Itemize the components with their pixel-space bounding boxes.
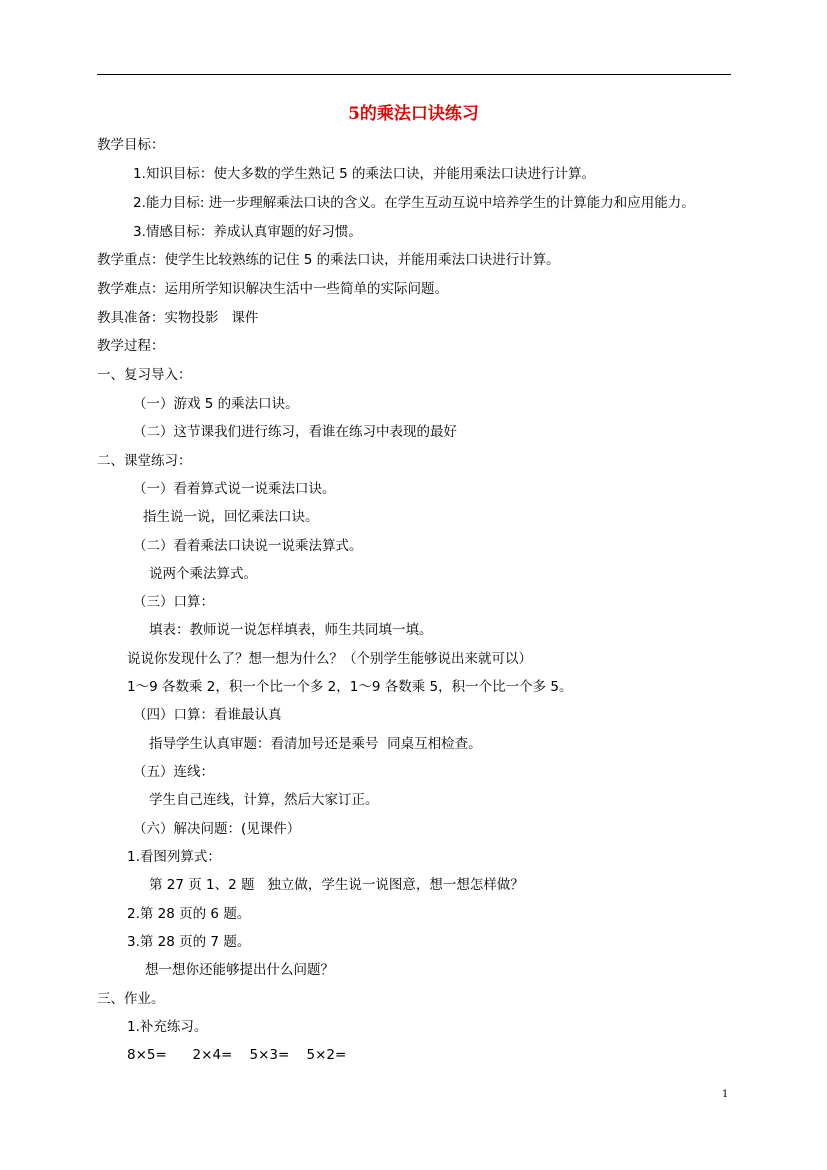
- text-line: 填表：教师说一说怎样填表，师生共同填一填。: [149, 622, 433, 638]
- document-title: 5的乘法口诀练习: [348, 104, 479, 124]
- text-line: 第 27 页 1、2 题 独立做，学生说一说图意，想一想怎样做？: [149, 877, 524, 893]
- text-line: 三、作业。: [97, 991, 165, 1007]
- text-line: 说说你发现什么了？想一想为什么？（个别学生能够说出来就可以）: [127, 651, 532, 667]
- text-line: 一、复习导入：: [97, 367, 192, 383]
- text-line: （四）口算：看谁最认真: [133, 707, 282, 723]
- text-line: 2.第 28 页的 6 题。: [127, 906, 251, 922]
- text-line: 1.补充练习。: [127, 1019, 208, 1035]
- text-line: 教学过程：: [97, 338, 165, 354]
- text-line: （五）连线：: [133, 764, 214, 780]
- text-line: 2.能力目标: 进一步理解乘法口诀的含义。在学生互动互说中培养学生的计算能力和应用能力。: [133, 195, 695, 211]
- page-number: 1: [722, 1089, 729, 1100]
- header-rule: [97, 74, 731, 75]
- text-line: 3.情感目标：养成认真审题的好习惯。: [133, 224, 362, 240]
- text-line: 1～9 各数乘 2，积一个比一个多 2，1～9 各数乘 5，积一个比一个多 5。: [127, 679, 573, 695]
- text-line: 指导学生认真审题：看清加号还是乘号 同桌互相检查。: [149, 736, 482, 752]
- text-line: 教具准备：实物投影 课件: [97, 310, 259, 326]
- text-line: 1.知识目标：使大多数的学生熟记 5 的乘法口诀，并能用乘法口诀进行计算。: [133, 166, 596, 182]
- text-line: 指生说一说，回忆乘法口诀。: [143, 509, 319, 525]
- text-line: 教学目标：: [97, 137, 165, 153]
- text-line: （二）这节课我们进行练习，看谁在练习中表现的最好: [133, 424, 457, 440]
- text-line: （一）看着算式说一说乘法口诀。: [133, 481, 336, 497]
- text-line: 二、课堂练习：: [97, 453, 192, 469]
- text-line: （二）看着乘法口诀说一说乘法算式。: [133, 538, 363, 554]
- text-line: 学生自己连线，计算，然后大家订正。: [149, 792, 379, 808]
- text-line: 1.看图列算式：: [127, 849, 221, 865]
- text-line: 教学重点：使学生比较熟练的记住 5 的乘法口诀，并能用乘法口诀进行计算。: [97, 252, 560, 268]
- text-line: （三）口算：: [133, 594, 214, 610]
- text-line: （一）游戏 5 的乘法口诀。: [133, 396, 299, 412]
- text-line: 3.第 28 页的 7 题。: [127, 934, 251, 950]
- text-line: 想一想你还能够提出什么问题？: [145, 962, 334, 978]
- text-line: 8×5= 2×4= 5×3= 5×2=: [127, 1047, 347, 1063]
- text-line: 教学难点：运用所学知识解决生活中一些简单的实际问题。: [97, 281, 448, 297]
- text-line: （六）解决问题：(见课件）: [133, 821, 301, 837]
- text-line: 说两个乘法算式。: [149, 566, 257, 582]
